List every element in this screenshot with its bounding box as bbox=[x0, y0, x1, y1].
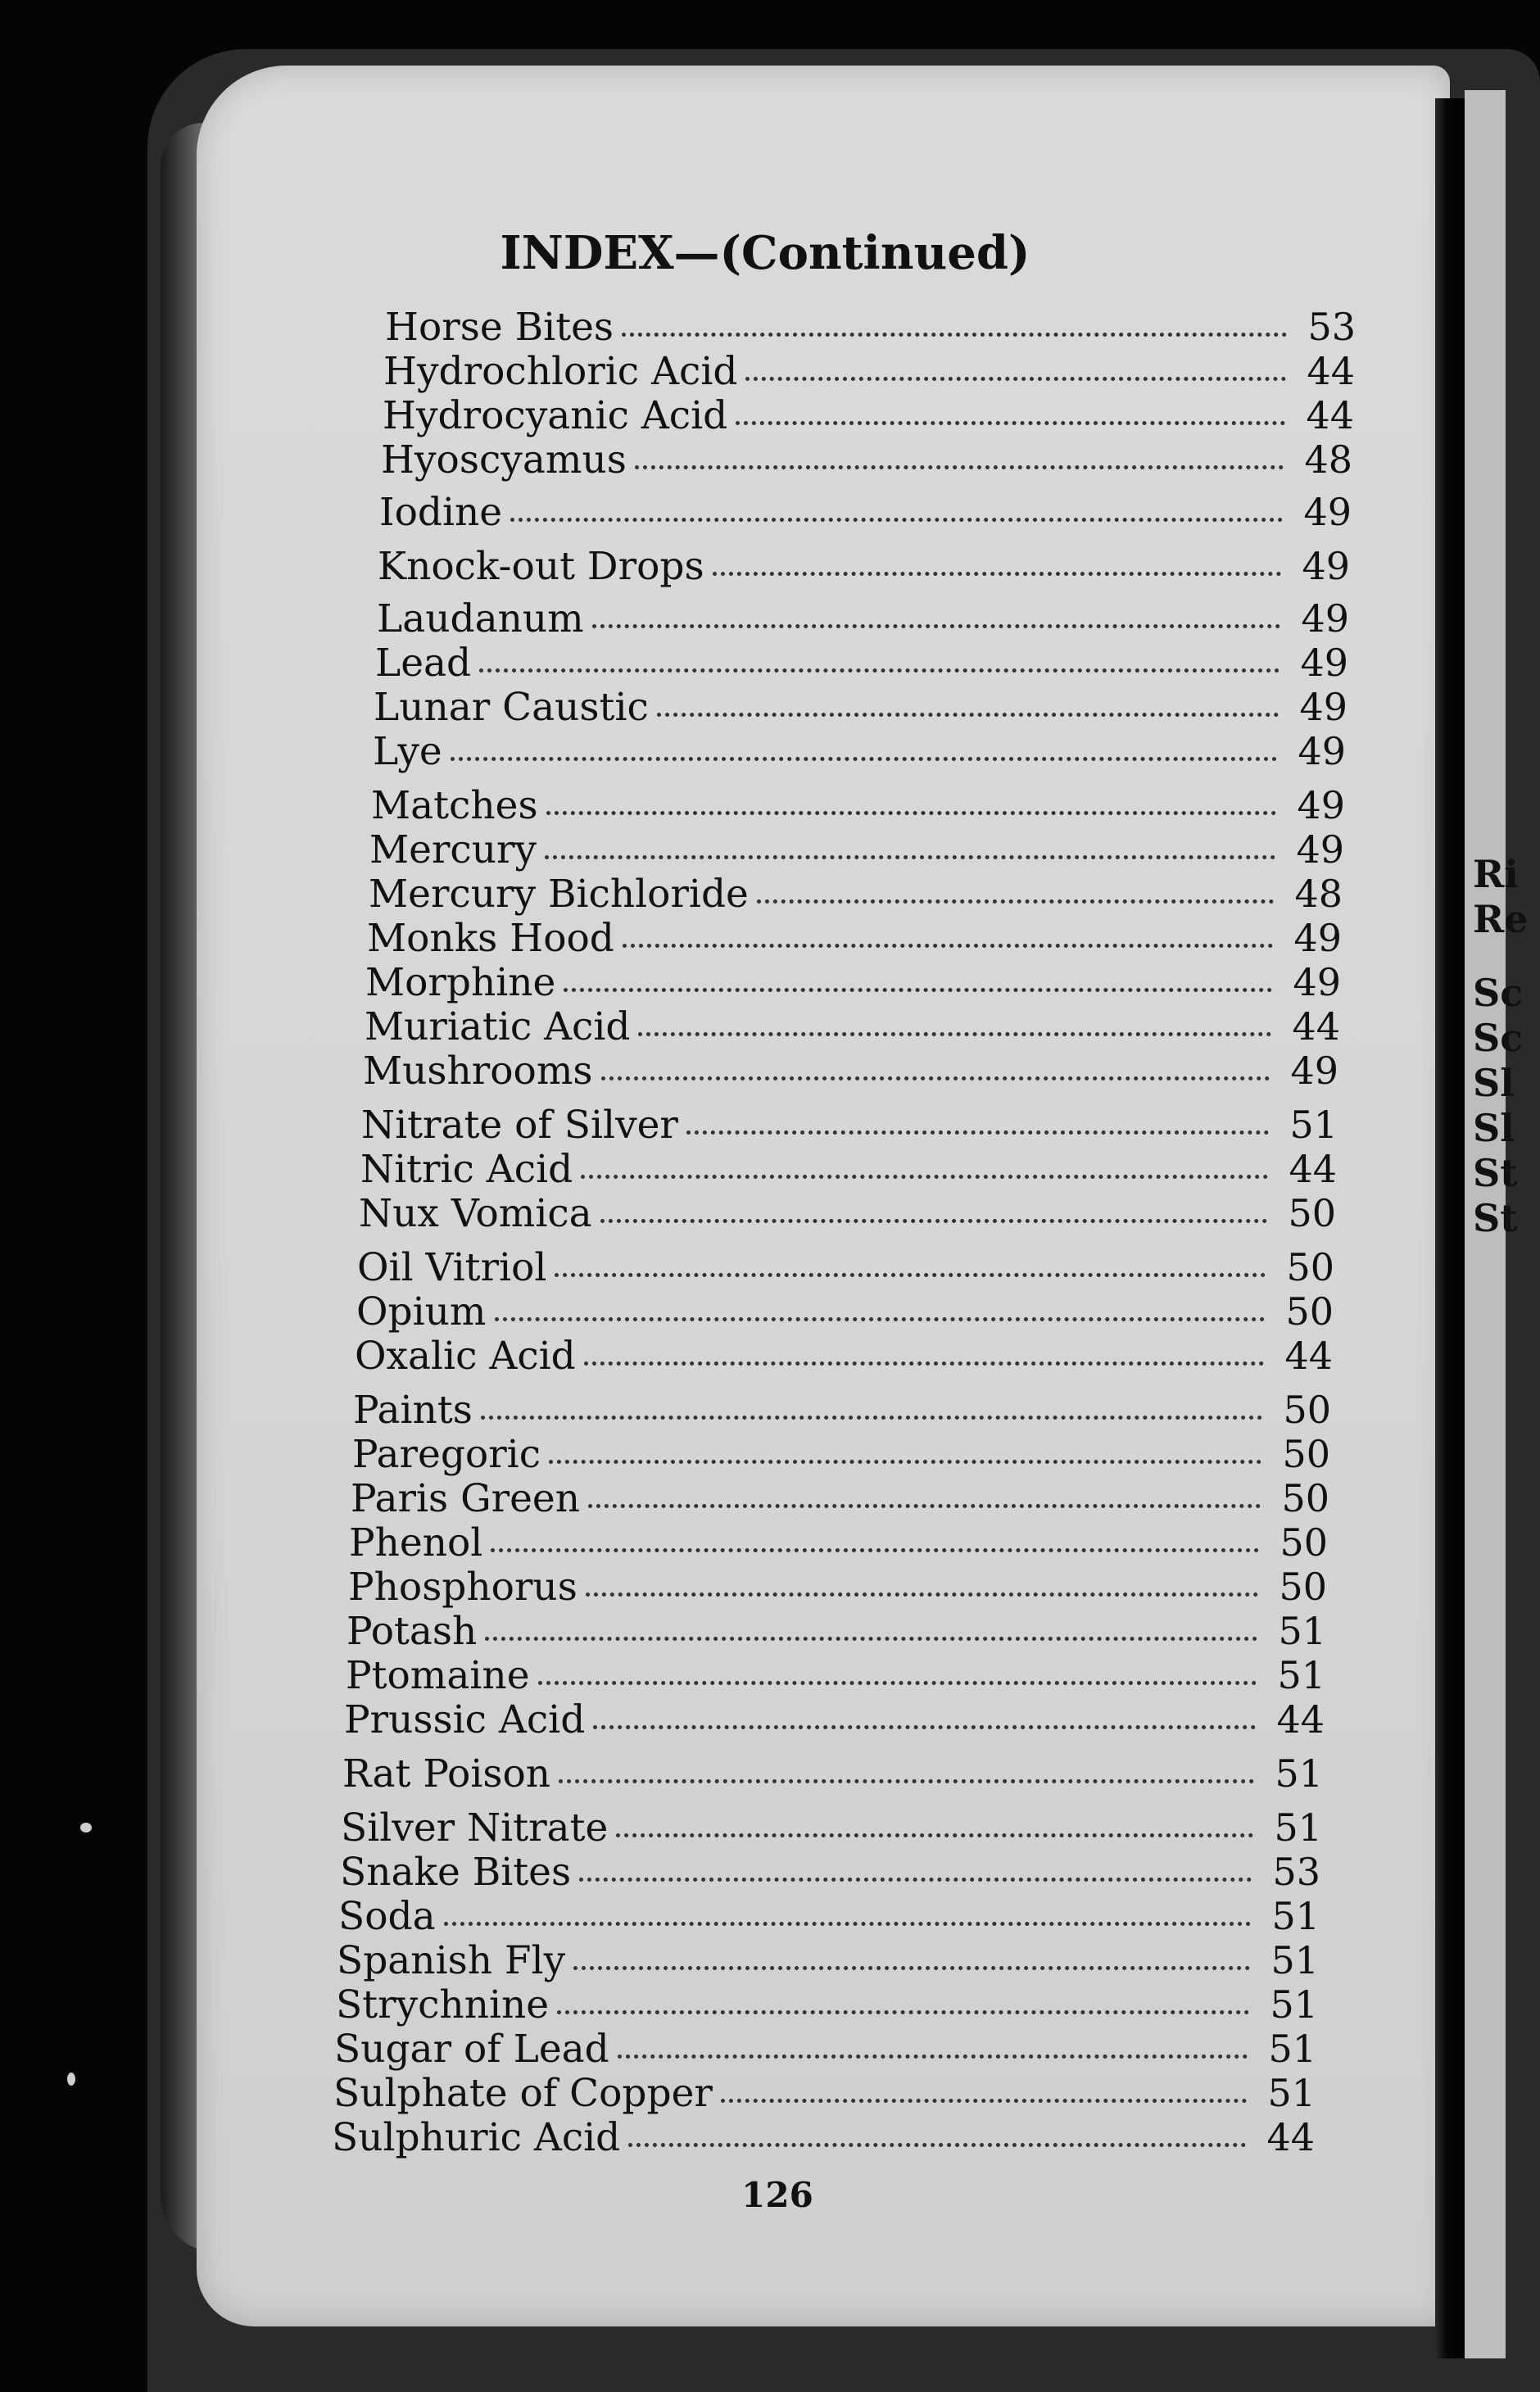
dot-leader bbox=[573, 1961, 1250, 1970]
index-entry-page: 49 bbox=[1301, 596, 1349, 641]
index-entry bbox=[363, 1049, 1338, 1096]
index-entry-name: Matches bbox=[371, 783, 538, 828]
dust-speck bbox=[67, 2073, 75, 2086]
index-entry bbox=[349, 1520, 1328, 1568]
adjacent-page-fragment: Sl bbox=[1473, 1106, 1515, 1150]
index-entry-name: Rat Poison bbox=[342, 1751, 551, 1796]
index-entry-name: Monks Hood bbox=[367, 916, 614, 961]
index-entry-page: 50 bbox=[1283, 1388, 1331, 1432]
index-entry bbox=[377, 596, 1349, 644]
index-entry bbox=[333, 2071, 1316, 2118]
dot-leader bbox=[593, 1720, 1256, 1729]
index-entry-page: 49 bbox=[1293, 916, 1342, 960]
index-entry-page: 49 bbox=[1299, 685, 1348, 729]
index-entry-name: Mushrooms bbox=[363, 1049, 593, 1094]
index-entry bbox=[369, 827, 1344, 875]
adjacent-page-fragment: Sc bbox=[1473, 1016, 1524, 1060]
index-entry-name: Mercury Bichloride bbox=[369, 872, 749, 917]
index-entry-name: Horse Bites bbox=[385, 305, 614, 350]
index-entry-page: 44 bbox=[1307, 349, 1355, 393]
index-entry bbox=[344, 1697, 1325, 1745]
index-entry-name: Nux Vomica bbox=[359, 1191, 592, 1236]
index-entry-page: 50 bbox=[1280, 1520, 1328, 1565]
index-entry-page: 51 bbox=[1278, 1609, 1326, 1653]
index-entry bbox=[332, 2115, 1315, 2163]
index-entry-name: Sulphate of Copper bbox=[333, 2071, 713, 2116]
dot-leader bbox=[588, 1499, 1261, 1508]
dot-leader bbox=[622, 328, 1287, 337]
index-entry-page: 50 bbox=[1281, 1476, 1329, 1520]
index-entry bbox=[378, 544, 1350, 591]
adjacent-page-fragment: St bbox=[1473, 1151, 1518, 1195]
index-entry-page: 50 bbox=[1286, 1245, 1334, 1289]
page-title: INDEX—(Continued) bbox=[500, 226, 1030, 280]
dot-leader bbox=[581, 1170, 1268, 1179]
index-entry-name: Hyoscyamus bbox=[381, 437, 627, 482]
dot-leader bbox=[618, 2050, 1248, 2059]
index-entry-name: Lead bbox=[375, 641, 472, 686]
dot-leader bbox=[657, 708, 1279, 717]
index-entry bbox=[365, 1004, 1340, 1052]
index-entry-page: 51 bbox=[1289, 1103, 1338, 1147]
index-entry bbox=[338, 1894, 1320, 1941]
index-entry bbox=[361, 1103, 1338, 1150]
index-entry-name: Sulphuric Acid bbox=[332, 2115, 621, 2160]
dot-leader bbox=[628, 2138, 1246, 2147]
index-entry-name: Phosphorus bbox=[348, 1565, 578, 1610]
dot-leader bbox=[579, 1873, 1252, 1882]
dot-leader bbox=[557, 2005, 1249, 2014]
index-entry bbox=[365, 960, 1341, 1008]
dot-leader bbox=[479, 664, 1280, 673]
index-entry bbox=[383, 393, 1354, 441]
index-entry bbox=[348, 1565, 1327, 1612]
dot-leader bbox=[745, 372, 1286, 381]
index-entry-name: Hydrocyanic Acid bbox=[383, 393, 728, 438]
index-entry-page: 48 bbox=[1294, 872, 1343, 916]
index-entry bbox=[357, 1245, 1334, 1293]
dot-leader bbox=[736, 416, 1285, 425]
page-number bbox=[0, 2175, 1506, 2215]
dot-leader bbox=[546, 806, 1276, 815]
index-entry-page: 50 bbox=[1288, 1191, 1336, 1235]
index-entry-page: 53 bbox=[1307, 305, 1356, 349]
index-entry-name: Mercury bbox=[369, 827, 537, 872]
index-entry-name: Nitrate of Silver bbox=[361, 1103, 678, 1148]
index-entry-page: 49 bbox=[1297, 783, 1345, 827]
dot-leader bbox=[600, 1214, 1267, 1223]
index-entry-name: Soda bbox=[338, 1894, 436, 1939]
index-entry-page: 51 bbox=[1274, 1805, 1322, 1850]
index-entry-name: Strychnine bbox=[336, 1982, 550, 2027]
index-entry-page: 49 bbox=[1300, 641, 1348, 685]
index-entry-name: Phenol bbox=[349, 1520, 483, 1565]
dot-leader bbox=[616, 1828, 1253, 1837]
index-entry-page: 49 bbox=[1302, 544, 1350, 588]
dot-leader bbox=[495, 1312, 1266, 1321]
index-entry-name: Paris Green bbox=[351, 1476, 581, 1521]
index-entry bbox=[369, 872, 1343, 919]
index-entry-name: Muriatic Acid bbox=[365, 1004, 631, 1049]
index-entry-page: 51 bbox=[1270, 1982, 1318, 2027]
index-entry-page: 49 bbox=[1303, 490, 1352, 534]
adjacent-page-fragment: Ri bbox=[1473, 852, 1519, 896]
index-entry bbox=[346, 1653, 1325, 1701]
dot-leader bbox=[559, 1774, 1254, 1783]
dot-leader bbox=[721, 2094, 1247, 2103]
index-entry bbox=[341, 1805, 1322, 1853]
index-entry-page: 44 bbox=[1306, 393, 1354, 437]
index-entry bbox=[336, 1982, 1318, 2030]
index-entry bbox=[371, 783, 1345, 831]
index-entry bbox=[356, 1289, 1334, 1337]
dot-leader bbox=[545, 850, 1275, 859]
dot-leader bbox=[623, 939, 1273, 948]
adjacent-page-fragment: Sc bbox=[1473, 971, 1524, 1015]
index-entry-name: Laudanum bbox=[377, 596, 584, 641]
index-entry-page: 51 bbox=[1268, 2027, 1316, 2071]
page-number-text: 126 bbox=[741, 2175, 813, 2215]
index-entry-name: Iodine bbox=[379, 490, 503, 535]
dot-leader bbox=[510, 513, 1283, 522]
dot-leader bbox=[444, 1917, 1251, 1926]
dot-leader bbox=[713, 567, 1281, 576]
index-entry bbox=[373, 729, 1346, 777]
index-entry-page: 53 bbox=[1272, 1850, 1320, 1894]
adjacent-page-fragment: St bbox=[1473, 1196, 1518, 1240]
index-entry bbox=[351, 1476, 1329, 1524]
index-entry-page: 51 bbox=[1277, 1653, 1325, 1697]
index-entry bbox=[342, 1751, 1323, 1799]
index-entry-name: Knock-out Drops bbox=[378, 544, 704, 589]
index-entry-name: Prussic Acid bbox=[344, 1697, 586, 1742]
index-entry-page: 44 bbox=[1276, 1697, 1325, 1742]
index-entry-page: 44 bbox=[1284, 1334, 1333, 1378]
index-entry bbox=[385, 305, 1356, 352]
index-entry-name: Morphine bbox=[365, 960, 556, 1005]
index-entry-name: Oxalic Acid bbox=[355, 1334, 576, 1379]
index-entry bbox=[355, 1334, 1333, 1381]
dust-speck bbox=[80, 1823, 92, 1833]
index-entry-page: 50 bbox=[1279, 1565, 1327, 1609]
index-entry-name: Silver Nitrate bbox=[341, 1805, 609, 1851]
index-entry-page: 51 bbox=[1275, 1751, 1323, 1796]
index-entry-page: 44 bbox=[1292, 1004, 1340, 1049]
index-entry-page: 51 bbox=[1270, 1938, 1319, 1982]
index-entry-name: Sugar of Lead bbox=[334, 2027, 609, 2072]
index-entry-page: 49 bbox=[1290, 1049, 1338, 1093]
index-entry bbox=[360, 1147, 1337, 1194]
index-entry bbox=[381, 437, 1352, 485]
index-entry-page: 44 bbox=[1266, 2115, 1315, 2159]
adjacent-page-fragment: Sl bbox=[1473, 1061, 1515, 1105]
index-entry bbox=[337, 1938, 1319, 1986]
index-entry-name: Paregoric bbox=[352, 1432, 541, 1477]
dot-leader bbox=[592, 619, 1280, 628]
index-entry bbox=[375, 641, 1348, 688]
adjacent-page-fragment: Re bbox=[1473, 897, 1529, 941]
index-entry bbox=[379, 490, 1352, 537]
dot-leader bbox=[491, 1543, 1259, 1552]
index-entry-page: 51 bbox=[1271, 1894, 1320, 1938]
index-entry-name: Opium bbox=[356, 1289, 487, 1334]
index-entry-name: Spanish Fly bbox=[337, 1938, 566, 1983]
dot-leader bbox=[635, 460, 1284, 469]
index-entry bbox=[374, 685, 1348, 732]
index-entry-name: Hydrochloric Acid bbox=[383, 349, 738, 394]
index-entry-name: Oil Vitriol bbox=[357, 1245, 547, 1290]
dot-leader bbox=[555, 1268, 1266, 1277]
index-entry-name: Lunar Caustic bbox=[374, 685, 649, 730]
index-entry-name: Snake Bites bbox=[340, 1850, 572, 1895]
index-entry-name: Lye bbox=[373, 729, 442, 774]
index-entry-name: Potash bbox=[346, 1609, 478, 1654]
dot-leader bbox=[485, 1632, 1257, 1641]
index-entry bbox=[383, 349, 1355, 396]
dot-leader bbox=[638, 1027, 1271, 1036]
dot-leader bbox=[586, 1588, 1258, 1597]
dot-leader bbox=[481, 1411, 1262, 1420]
index-entry-page: 50 bbox=[1282, 1432, 1330, 1476]
index-entry-name: Ptomaine bbox=[346, 1653, 530, 1698]
dot-leader bbox=[564, 983, 1272, 992]
index-entry bbox=[334, 2027, 1316, 2074]
index-entry bbox=[353, 1388, 1331, 1435]
dot-leader bbox=[451, 752, 1277, 761]
index-entry bbox=[346, 1609, 1326, 1656]
dot-leader bbox=[549, 1455, 1261, 1464]
index-entry-name: Paints bbox=[353, 1388, 473, 1433]
index-entry-page: 48 bbox=[1304, 437, 1352, 482]
index-entry bbox=[359, 1191, 1336, 1239]
index-entry-page: 49 bbox=[1293, 960, 1341, 1004]
index-entry bbox=[340, 1850, 1320, 1897]
index-entry-page: 50 bbox=[1285, 1289, 1334, 1334]
index-entry-page: 44 bbox=[1289, 1147, 1337, 1191]
dot-leader bbox=[757, 895, 1274, 904]
index-entry-name: Nitric Acid bbox=[360, 1147, 573, 1192]
index-entry bbox=[352, 1432, 1330, 1479]
dot-leader bbox=[584, 1357, 1264, 1366]
dot-leader bbox=[686, 1126, 1269, 1135]
index-entry-page: 51 bbox=[1267, 2071, 1316, 2115]
dot-leader bbox=[601, 1071, 1270, 1080]
index-entry-page: 49 bbox=[1296, 827, 1344, 872]
index-entry bbox=[367, 916, 1342, 963]
dot-leader bbox=[538, 1676, 1257, 1685]
index-entry-page: 49 bbox=[1298, 729, 1346, 773]
